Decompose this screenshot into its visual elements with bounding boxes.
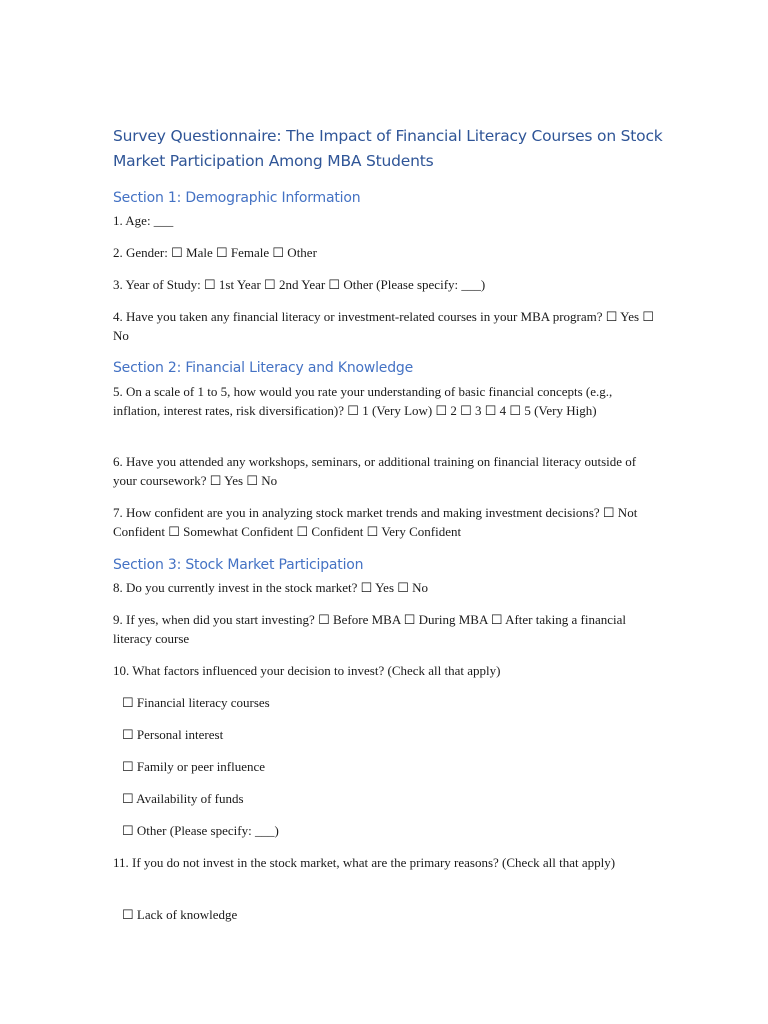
question-7: 7. How confident are you in analyzing stock market trends and making investment decisions? ☐ Not Confident ☐ Somewhat Confident ☐ Confident ☐ Very Confident: [113, 505, 638, 539]
question-5: 5. On a scale of 1 to 5, how would you rate your understanding of basic financial concepts (e.g., inflation, interest rates, risk diversification)? ☐ 1 (Very Low) ☐ 2 ☐ 3 ☐ 4 ☐ 5 (Very High): [113, 384, 613, 418]
q10-option-personal-interest: ☐ Personal interest: [122, 727, 224, 742]
section-3-heading: Section 3: Stock Market Participation: [113, 557, 364, 573]
q10-option-family-peer: ☐ Family or peer influence: [122, 759, 266, 774]
q10-option-financial-literacy: ☐ Financial literacy courses: [122, 695, 270, 710]
section-1-heading: Section 1: Demographic Information: [113, 190, 361, 206]
section-2-heading: Section 2: Financial Literacy and Knowledge: [113, 360, 414, 376]
question-8: 8. Do you currently invest in the stock market? ☐ Yes ☐ No: [113, 580, 429, 595]
document-title: Survey Questionnaire: The Impact of Financial Literacy Courses on Stock Market Participation Among MBA Students: [113, 127, 663, 170]
q10-option-funds: ☐ Availability of funds: [122, 791, 244, 806]
q10-option-other: ☐ Other (Please specify: ___): [122, 823, 279, 838]
question-10: 10. What factors influenced your decision to invest? (Check all that apply): [113, 663, 501, 678]
question-2: 2. Gender: ☐ Male ☐ Female ☐ Other: [113, 245, 317, 260]
question-1: 1. Age: ___: [113, 213, 174, 228]
question-6: 6. Have you attended any workshops, seminars, or additional training on financial literacy outside of your coursework? ☐ Yes ☐ No: [113, 454, 637, 488]
question-3: 3. Year of Study: ☐ 1st Year ☐ 2nd Year ☐ Other (Please specify: ___): [113, 277, 486, 292]
question-9: 9. If yes, when did you start investing? ☐ Before MBA ☐ During MBA ☐ After taking a financial literacy course: [113, 612, 626, 646]
question-4: 4. Have you taken any financial literacy or investment-related courses in your MBA program? ☐ Yes ☐ No: [113, 309, 654, 343]
q11-option-lack-of-knowledge: ☐ Lack of knowledge: [122, 907, 238, 922]
question-11: 11. If you do not invest in the stock market, what are the primary reasons? (Check all that apply): [113, 855, 616, 870]
